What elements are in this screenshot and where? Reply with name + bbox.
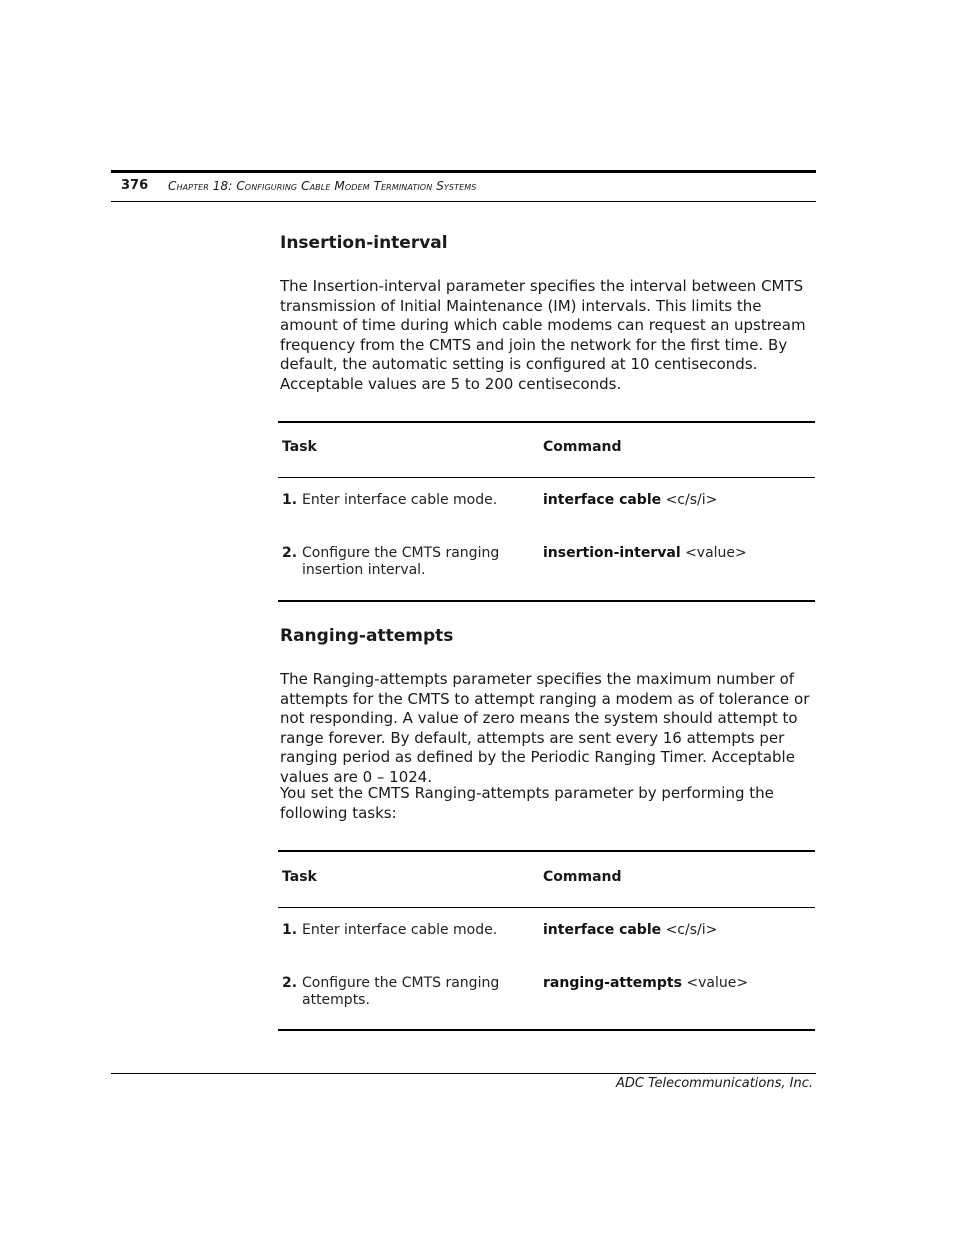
step-command — [543, 922, 717, 938]
step-number: 1. — [282, 492, 298, 508]
column-header-command: Command — [543, 439, 622, 455]
paragraph-insertion-interval: The Insertion-interval parameter specifies the interval between CMTS transmission of Initial Maintenance (IM) intervals. This limits the amount of time during which cable modems can request an upstream frequency from the CMTS and join the network for the first time. By default, the automatic setting is configured at 10 centiseconds. Acceptable values are 5 to 200 centiseconds. — [280, 277, 806, 393]
step-number: 2. — [282, 975, 298, 991]
command-argument: <c/s/i> — [661, 922, 718, 938]
command-argument: <c/s/i> — [661, 492, 718, 508]
step-task: Enter interface cable mode. — [302, 922, 498, 938]
table-bottom-rule — [278, 600, 815, 602]
footer-rule — [111, 1073, 816, 1074]
column-header-command: Command — [543, 869, 622, 885]
step-number: 1. — [282, 922, 298, 938]
table-header-rule — [278, 907, 815, 908]
section-heading-ranging-attempts: Ranging-attempts — [280, 626, 454, 646]
header-rule-bottom — [111, 201, 816, 202]
table-top-rule — [278, 421, 815, 423]
command-argument: <value> — [680, 545, 747, 561]
paragraph-ranging-attempts: The Ranging-attempts parameter specifies the maximum number of attempts for the CMTS to attempt ranging a modem as of tolerance or not responding. A value of zero means the system should attempt to range forever. By default, attempts are sent every 16 attempts per ranging period as defined by the Periodic Ranging Timer. Acceptable values are 0 – 1024. — [280, 670, 810, 786]
chapter-title: Chapter 18: Configuring Cable Modem Termination Systems — [168, 179, 477, 193]
command-keyword: interface cable — [543, 922, 662, 938]
step-task: Configure the CMTS ranging insertion interval. — [302, 545, 500, 578]
step-command — [543, 545, 747, 561]
paragraph-ranging-intro: You set the CMTS Ranging-attempts parameter by performing the following tasks: — [280, 784, 774, 822]
table-header-rule — [278, 477, 815, 478]
table-bottom-rule — [278, 1029, 815, 1031]
footer-company: ADC Telecommunications, Inc. — [616, 1076, 813, 1091]
command-keyword: ranging-attempts — [543, 975, 682, 991]
command-argument: <value> — [681, 975, 749, 991]
table-top-rule — [278, 850, 815, 852]
step-command — [543, 492, 717, 508]
task-table-ranging-attempts — [278, 850, 815, 1032]
column-header-task: Task — [282, 869, 317, 885]
command-keyword: insertion-interval — [543, 545, 681, 561]
header-rule — [111, 170, 816, 173]
step-number: 2. — [282, 545, 298, 561]
step-task: Enter interface cable mode. — [302, 492, 498, 508]
task-table-insertion-interval — [278, 421, 815, 603]
section-heading-insertion-interval: Insertion-interval — [280, 233, 448, 253]
column-header-task: Task — [282, 439, 317, 455]
page-number: 376 — [121, 178, 149, 193]
command-keyword: interface cable — [543, 492, 662, 508]
step-task: Configure the CMTS ranging attempts. — [302, 975, 500, 1008]
step-command — [543, 975, 748, 991]
